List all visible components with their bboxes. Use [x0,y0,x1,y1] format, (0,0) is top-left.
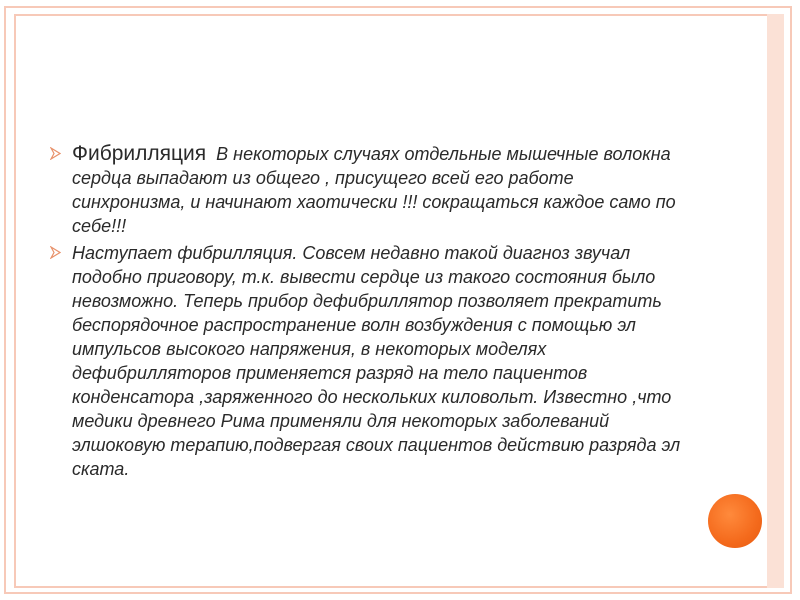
orange-circle-icon [708,494,762,548]
body-text [44,142,684,484]
paragraph-fibrillation [44,142,684,238]
paragraph-lead: Фибрилляция [72,142,207,165]
hollow-diamond-bullet-icon [50,246,61,259]
hollow-diamond-bullet-icon [50,147,61,160]
right-side-strip [767,14,784,588]
paragraph-defibrillator [44,241,684,481]
paragraph-text: Наступает фибрилляция. Совсем недавно такой диагноз звучал подобно приговору, т.к. вывести сердце из такого состояния было невозможно. Теперь прибор дефибриллятор позволяет прекратить беспорядочное распространение волн возбуждения с помощью эл импульсов высокого напряжения, в некоторых моделях дефибрилляторов применяется разряд на тело пациентов конденсатора ,заряженного до нескольких киловольт. Известно ,что медики древнего Рима применяли для некоторых заболеваний элшоковую терапию,подвергая своих пациентов действию разряда эл ската. [72,243,681,479]
paragraph-text: В некоторых случаях отдельные мышечные волокна сердца выпадают из общего , присущего всей его работе синхронизма, и начинают хаотически !!! сокращаться каждое само по себе!!! [72,144,676,236]
